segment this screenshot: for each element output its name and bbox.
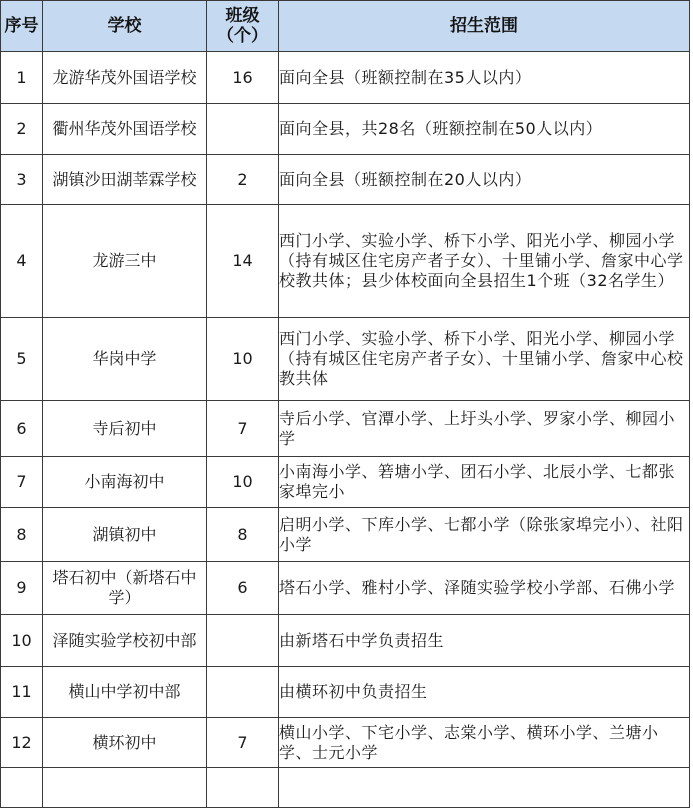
row-index: 6 <box>1 401 43 457</box>
table-row <box>1 562 690 615</box>
table-row <box>1 508 690 562</box>
row-school: 湖镇初中 <box>43 508 207 562</box>
table-row <box>1 667 690 718</box>
row-school: 龙游三中 <box>43 205 207 318</box>
table-row-partial <box>1 768 690 808</box>
row-scope: 西门小学、实验小学、桥下小学、阳光小学、柳园小学（持有城区住宅房产者子女）、十里铺小学、詹家中心学校教共体；县少体校面向全县招生1个班（32名学生） <box>279 205 690 318</box>
header-classes: 班级（个） <box>207 1 279 52</box>
row-classes: 14 <box>207 205 279 318</box>
row-school: 横山中学初中部 <box>43 667 207 718</box>
table-row <box>1 615 690 667</box>
row-scope: 启明小学、下库小学、七都小学（除张家埠完小）、社阳小学 <box>279 508 690 562</box>
row-classes: 16 <box>207 52 279 104</box>
row-scope: 面向全县，共28名（班额控制在50人以内） <box>279 104 690 155</box>
row-school: 塔石初中（新塔石中学） <box>43 562 207 615</box>
row-school: 横环初中 <box>43 718 207 768</box>
table-row <box>1 457 690 508</box>
row-index: 2 <box>1 104 43 155</box>
row-scope: 西门小学、实验小学、桥下小学、阳光小学、柳园小学（持有城区住宅房产者子女）、十里铺小学、詹家中心校教共体 <box>279 318 690 401</box>
table-row <box>1 104 690 155</box>
row-classes <box>207 104 279 155</box>
row-scope: 面向全县（班额控制在20人以内） <box>279 155 690 205</box>
row-classes: 6 <box>207 562 279 615</box>
row-scope: 塔石小学、雅村小学、泽随实验学校小学部、石佛小学 <box>279 562 690 615</box>
row-index: 4 <box>1 205 43 318</box>
row-classes <box>207 667 279 718</box>
table-row <box>1 401 690 457</box>
row-school: 华岗中学 <box>43 318 207 401</box>
row-index: 3 <box>1 155 43 205</box>
table-row <box>1 155 690 205</box>
row-classes: 7 <box>207 718 279 768</box>
header-scope: 招生范围 <box>279 1 690 52</box>
row-classes: 10 <box>207 457 279 508</box>
row-classes: 2 <box>207 155 279 205</box>
row-scope: 由新塔石中学负责招生 <box>279 615 690 667</box>
row-index: 9 <box>1 562 43 615</box>
header-school: 学校 <box>43 1 207 52</box>
row-scope: 面向全县（班额控制在35人以内） <box>279 52 690 104</box>
row-classes: 8 <box>207 508 279 562</box>
table-row <box>1 205 690 318</box>
row-index: 12 <box>1 718 43 768</box>
table-row <box>1 52 690 104</box>
row-index: 8 <box>1 508 43 562</box>
row-scope: 横山小学、下宅小学、志棠小学、横环小学、兰塘小学、士元小学 <box>279 718 690 768</box>
row-index: 5 <box>1 318 43 401</box>
header-index: 序号 <box>1 1 43 52</box>
row-school: 湖镇沙田湖莘霖学校 <box>43 155 207 205</box>
row-index: 7 <box>1 457 43 508</box>
row-school: 小南海初中 <box>43 457 207 508</box>
row-scope: 小南海小学、箬塘小学、团石小学、北辰小学、七都张家埠完小 <box>279 457 690 508</box>
row-scope: 由横环初中负责招生 <box>279 667 690 718</box>
row-classes <box>207 615 279 667</box>
row-index: 1 <box>1 52 43 104</box>
table-row <box>1 718 690 768</box>
row-classes: 10 <box>207 318 279 401</box>
table-header-row <box>1 1 690 52</box>
row-index: 10 <box>1 615 43 667</box>
row-school: 衢州华茂外国语学校 <box>43 104 207 155</box>
row-classes: 7 <box>207 401 279 457</box>
row-school: 泽随实验学校初中部 <box>43 615 207 667</box>
row-scope: 寺后小学、官潭小学、上圩头小学、罗家小学、柳园小学 <box>279 401 690 457</box>
row-index: 11 <box>1 667 43 718</box>
row-school: 寺后初中 <box>43 401 207 457</box>
row-school: 龙游华茂外国语学校 <box>43 52 207 104</box>
table-row <box>1 318 690 401</box>
